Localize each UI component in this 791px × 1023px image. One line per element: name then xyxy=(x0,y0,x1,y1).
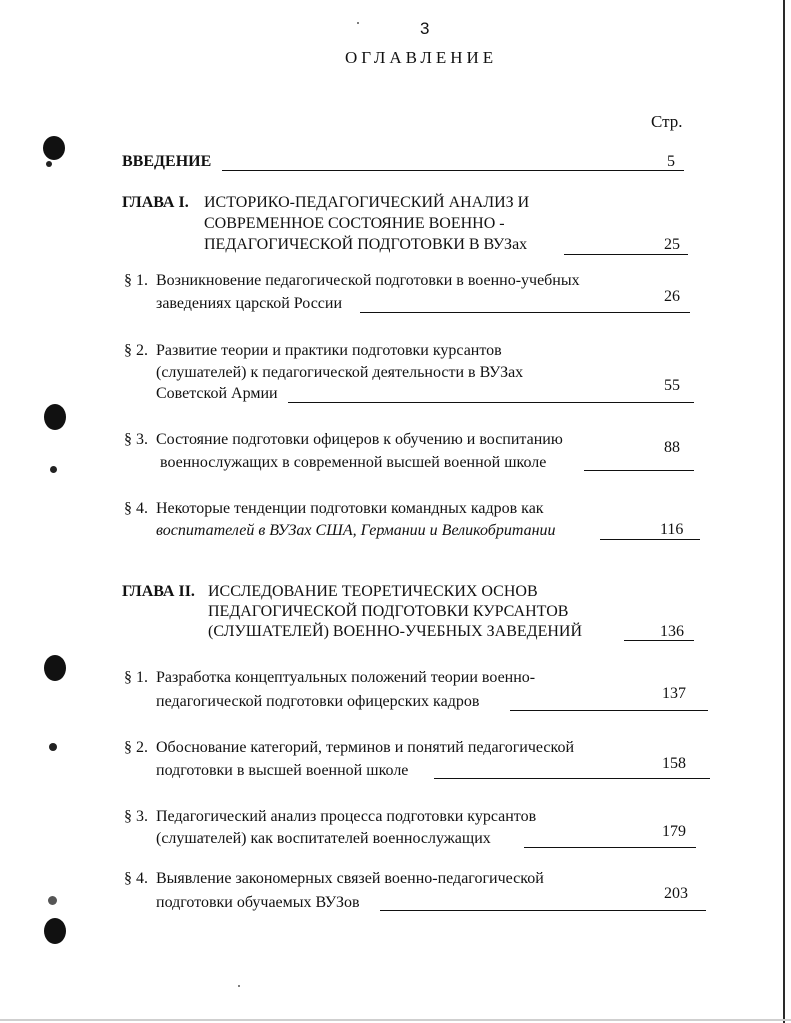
section-number: § 3. xyxy=(124,808,148,825)
section-title-line: педагогической подготовки офицерских кадров xyxy=(156,693,480,710)
page-column-label: Стр. xyxy=(651,112,683,131)
section-page: 26 xyxy=(664,288,680,305)
section-page: 179 xyxy=(662,823,686,840)
chapter2-title-line: ИССЛЕДОВАНИЕ ТЕОРЕТИЧЕСКИХ ОСНОВ xyxy=(208,583,538,600)
section-page: 158 xyxy=(662,755,686,772)
chapter2-title-line: ПЕДАГОГИЧЕСКОЙ ПОДГОТОВКИ КУРСАНТОВ xyxy=(208,603,569,620)
chapter2-label: ГЛАВА II. xyxy=(122,583,195,600)
section-number: § 3. xyxy=(124,431,148,448)
section-title-line: воспитателей в ВУЗах США, Германии и Великобритании xyxy=(156,522,556,539)
intro-leader xyxy=(222,170,684,171)
scan-speck xyxy=(238,985,240,987)
section-number: § 4. xyxy=(124,870,148,887)
section-leader xyxy=(288,402,694,403)
section-leader xyxy=(584,470,694,471)
section-leader xyxy=(360,312,690,313)
section-page: 88 xyxy=(664,439,680,456)
section-leader xyxy=(434,778,710,779)
intro-label: ВВЕДЕНИЕ xyxy=(122,153,212,170)
scan-edge-right xyxy=(783,0,785,1023)
scan-mark-3 xyxy=(49,743,57,751)
section-number: § 1. xyxy=(124,272,148,289)
section-leader xyxy=(510,710,708,711)
section-title-line: Некоторые тенденции подготовки командных кадров как xyxy=(156,500,544,517)
chapter1-title-line: СОВРЕМЕННОЕ СОСТОЯНИЕ ВОЕННО - xyxy=(204,215,505,232)
chapter2-page: 136 xyxy=(660,623,684,640)
section-title-line: подготовки обучаемых ВУЗов xyxy=(156,894,360,911)
section-title-line: Возникновение педагогической подготовки в военно-учебных xyxy=(156,272,580,289)
chapter1-title-line: ИСТОРИКО-ПЕДАГОГИЧЕСКИЙ АНАЛИЗ И xyxy=(204,194,530,211)
section-title-line: Советской Армии xyxy=(156,385,278,402)
section-title-line: Состояние подготовки офицеров к обучению и воспитанию xyxy=(156,431,563,448)
section-number: § 1. xyxy=(124,669,148,686)
section-title-line: Выявление закономерных связей военно-педагогической xyxy=(156,870,544,887)
section-title-line: Развитие теории и практики подготовки курсантов xyxy=(156,342,502,359)
section-leader xyxy=(600,539,700,540)
scan-speck xyxy=(357,22,359,24)
section-title-line: (слушателей) как воспитателей военнослужащих xyxy=(156,830,491,847)
punch-hole-2 xyxy=(44,404,66,430)
section-title-line: заведениях царской России xyxy=(156,295,343,312)
section-page: 55 xyxy=(664,377,680,394)
scan-mark-1 xyxy=(46,161,52,167)
section-number: § 2. xyxy=(124,739,148,756)
section-title-line: военнослужащих в современной высшей военной школе xyxy=(160,454,547,471)
section-title-line: Педагогический анализ процесса подготовки курсантов xyxy=(156,808,537,825)
chapter1-label: ГЛАВА I. xyxy=(122,194,189,211)
section-number: § 4. xyxy=(124,500,148,517)
section-leader xyxy=(524,847,696,848)
scan-edge-bottom xyxy=(0,1019,791,1021)
chapter2-title-line: (СЛУШАТЕЛЕЙ) ВОЕННО-УЧЕБНЫХ ЗАВЕДЕНИЙ xyxy=(208,623,583,640)
section-title-line: (слушателей) к педагогической деятельности в ВУЗах xyxy=(156,364,524,381)
punch-hole-4 xyxy=(44,918,66,944)
section-title-line: Обоснование категорий, терминов и понятий педагогической xyxy=(156,739,575,756)
chapter1-page: 25 xyxy=(664,236,680,253)
chapter1-title-line: ПЕДАГОГИЧЕСКОЙ ПОДГОТОВКИ В ВУЗах xyxy=(204,236,528,253)
section-page: 137 xyxy=(662,685,686,702)
scan-mark-4 xyxy=(48,896,57,905)
section-title-line: подготовки в высшей военной школе xyxy=(156,762,409,779)
section-title-line: Разработка концептуальных положений теории военно- xyxy=(156,669,536,686)
page-number: 3 xyxy=(420,19,430,38)
section-page: 116 xyxy=(660,521,684,538)
section-page: 203 xyxy=(664,885,688,902)
punch-hole-1 xyxy=(43,136,65,160)
intro-page: 5 xyxy=(667,153,675,170)
section-number: § 2. xyxy=(124,342,148,359)
page-title: ОГЛАВЛЕНИЕ xyxy=(345,48,498,67)
punch-hole-3 xyxy=(44,655,66,681)
scan-mark-2 xyxy=(50,466,57,473)
section-leader xyxy=(380,910,706,911)
